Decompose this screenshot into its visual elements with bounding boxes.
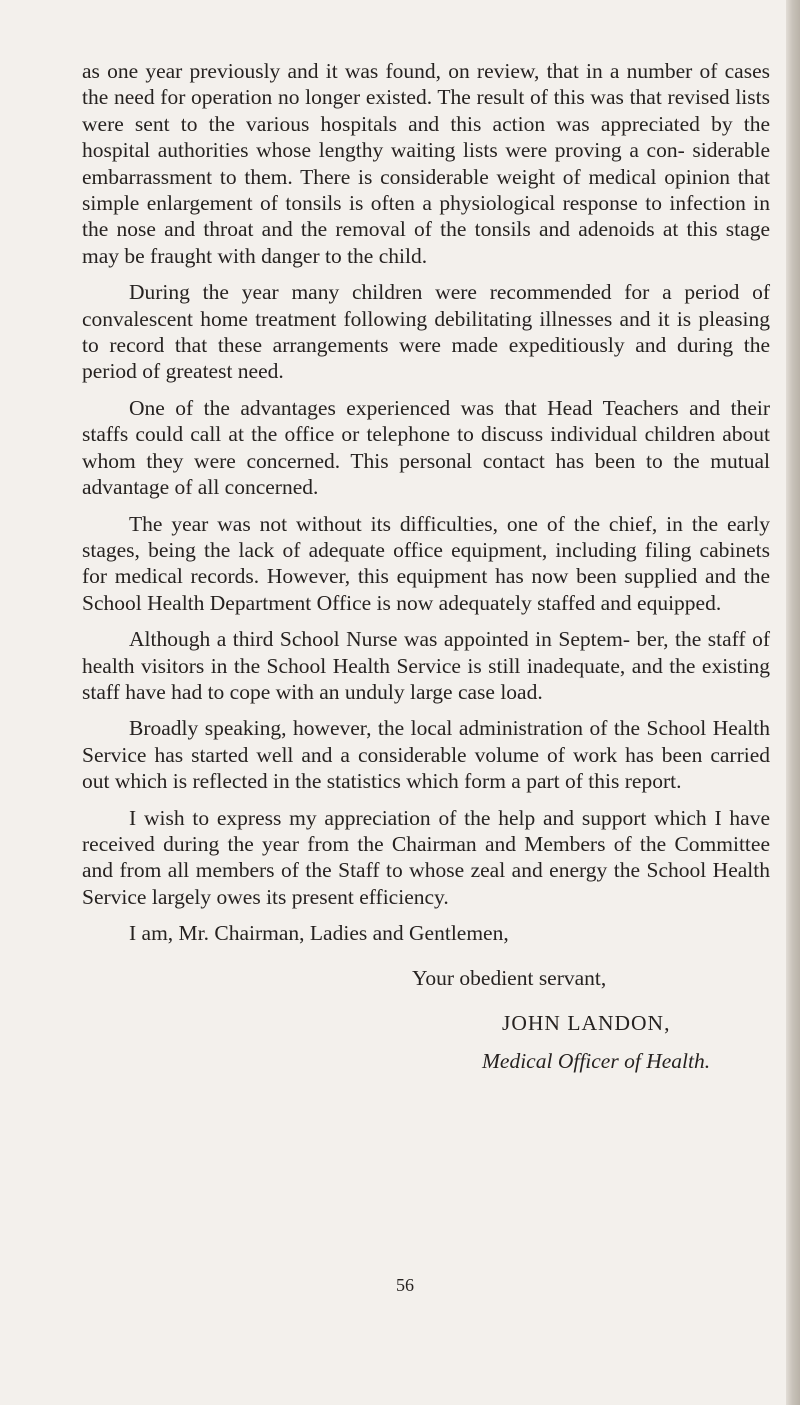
signature-block: [82, 947, 770, 1077]
signatory-title: Medical Officer of Health.: [482, 1048, 711, 1073]
paragraph-difficulties: The year was not without its difficulties, one of the chief, in the early stages, being the lack of adequate office equipment, including filing cabinets for medical records. However, this equipment has now been supplied and the School Health Department Office is now adequately staffed and equipped.: [82, 511, 770, 615]
signatory-name: JOHN LANDON,: [502, 1010, 671, 1035]
salutation: I am, Mr. Chairman, Ladies and Gentlemen,: [129, 921, 509, 946]
page-number: 56: [396, 1275, 414, 1295]
paragraph-appreciation: I wish to express my appreciation of the help and support which I have received during the year from the Chairman and Members of the Committee and from all members of the Staff to whose zeal and energy the School Health Service largely owes its present efficiency.: [82, 805, 770, 909]
paragraph-head-teachers: One of the advantages experienced was that Head Teachers and their staffs could call at the office or telephone to discuss individual children about whom they were concerned. This personal contact has been to the mutual advantage of all concerned.: [82, 395, 770, 500]
paragraph-convalescent-home: During the year many children were recommended for a period of convalescent home treatment following debilitating illnesses and it is pleasing to record that these arrangements were made expeditiously and during the period of greatest need.: [82, 280, 770, 384]
paragraph-school-nurse: Although a third School Nurse was appointed in Septem- ber, the staff of health visitors in the School Health Service is still inadequate, and the existing staff have had to cope with an unduly large case load.: [82, 627, 770, 704]
paragraph-local-administration: Broadly speaking, however, the local administration of the School Health Service has started well and a considerable volume of work has been carried out which is reflected in the statistics which form a part of this report.: [82, 716, 770, 794]
page-edge-shadow: [786, 0, 800, 1405]
paragraph-tonsils-review: as one year previously and it was found, on review, that in a number of cases the need for operation no longer existed. The result of this was that revised lists were sent to the various hospitals and this action was appreciated by the hospital authorities whose lengthy waiting lists were proving a con- siderable embarrassment to them. There is considerable weight of medical opinion that simple enlargement of tonsils is often a physiological response to infection in the nose and throat and the removal of the tonsils and adenoids at this stage may be fraught with danger to the child.: [82, 59, 770, 268]
document-body: [82, 58, 770, 1077]
signoff-line: Your obedient servant,: [412, 965, 607, 990]
